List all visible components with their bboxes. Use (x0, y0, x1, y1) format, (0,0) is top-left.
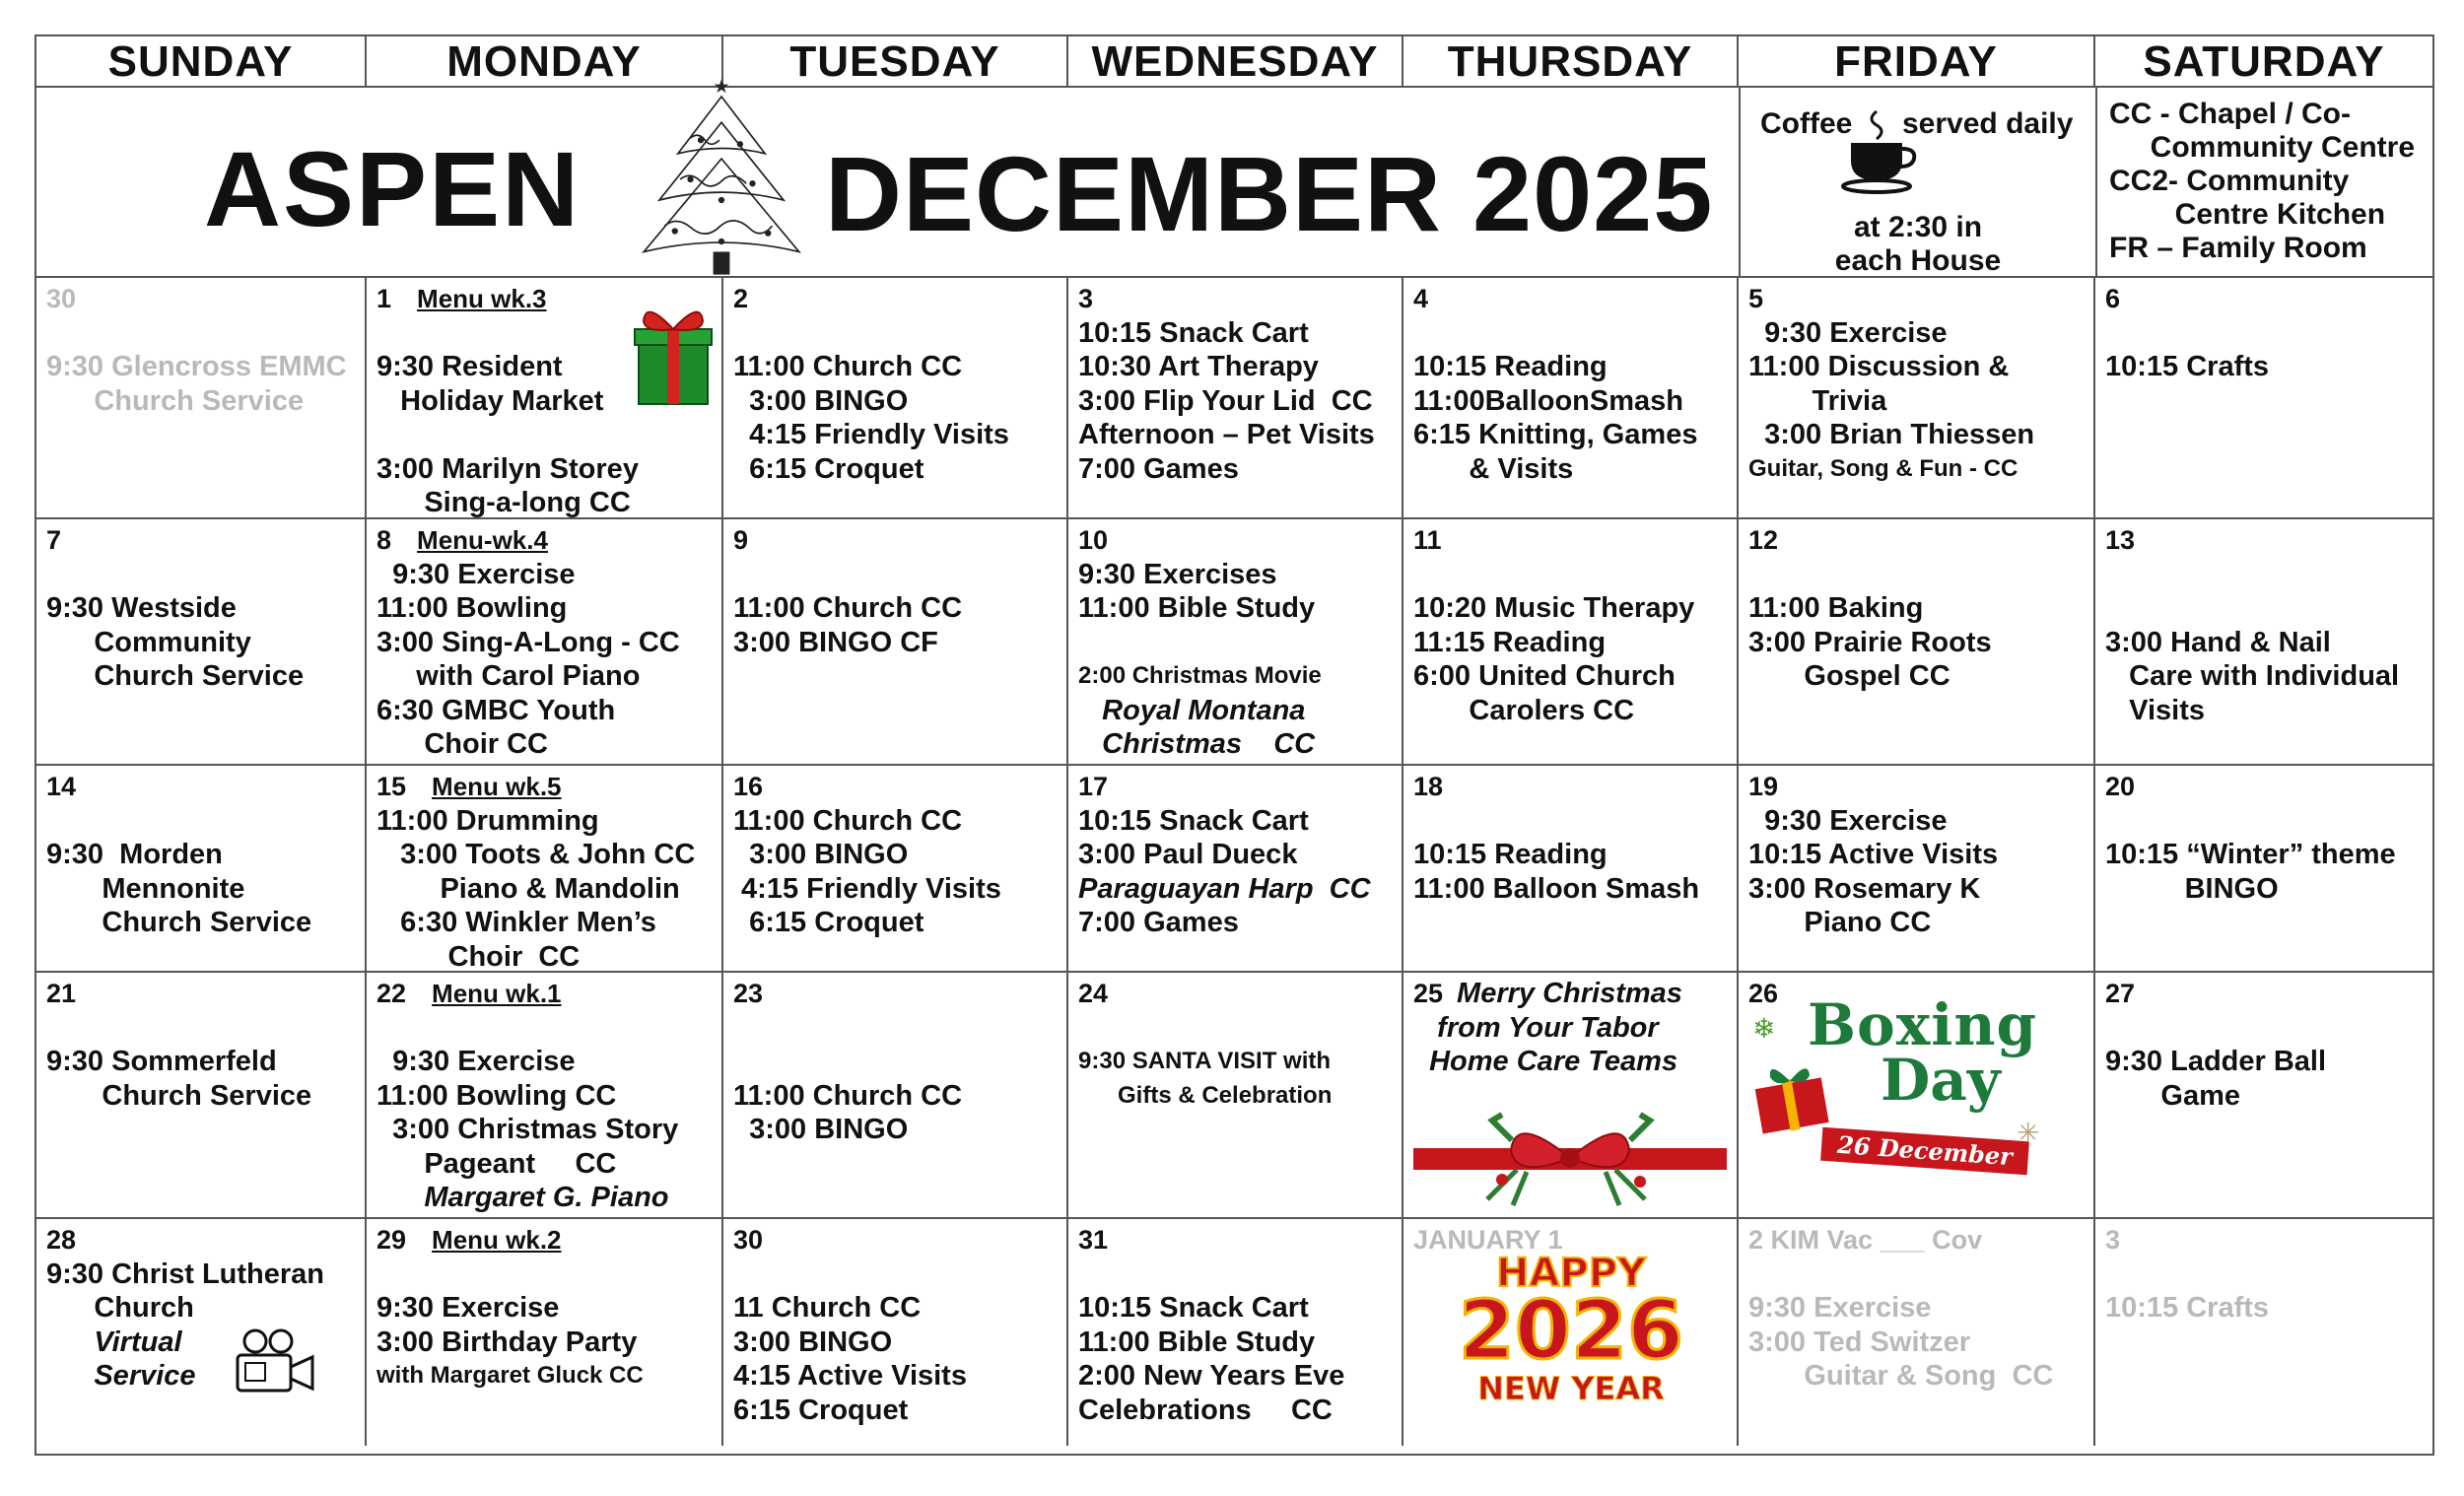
activity-line: 9:30 Glencross EMMC (46, 351, 347, 382)
activity-line: 11:00 Balloon Smash (1413, 872, 1700, 905)
day-number: 16 (733, 772, 764, 801)
activity-line (733, 1045, 1057, 1079)
activity-line: 3:00 Ted Switzer (1748, 1326, 1971, 1358)
activity-line (2105, 558, 2423, 592)
activity-line: 2:00 New Years Eve (1078, 1360, 1345, 1392)
activity-line: Church Service (46, 1079, 312, 1112)
day-number: 24 (1078, 979, 1109, 1008)
activity-line (376, 1011, 712, 1046)
coffee-notice (1739, 88, 2095, 276)
activity-line: 11:00 Baking (1748, 592, 1924, 624)
activity-line (733, 558, 1057, 592)
day-number: 8 (376, 525, 392, 555)
activity-line: 9:30 Exercise (376, 558, 576, 590)
activity-line (733, 316, 1057, 351)
day-cell (1068, 766, 1403, 973)
day-number: 10 (1078, 525, 1109, 555)
day-number: 30 (733, 1225, 764, 1255)
day-number: 6 (2105, 284, 2121, 313)
activity-line: Choir CC (376, 728, 548, 760)
activity-line: 4:15 Friendly Visits (733, 419, 1009, 450)
activity-line: 3:00 Marilyn Storey (376, 452, 639, 485)
day-number: 2 (733, 284, 749, 313)
day-number: 25 (1413, 979, 1444, 1008)
activity-line: 4:15 Active Visits (733, 1360, 967, 1392)
activity-line: Visits (2105, 694, 2206, 726)
legend-line: FR – Family Room (2109, 232, 2367, 264)
day-cell (723, 1219, 1068, 1446)
activity-line: 11:00 Drumming (376, 804, 599, 837)
activity-line: 11 Church CC (733, 1292, 922, 1324)
activity-line: 7:00 Games (1078, 452, 1239, 485)
day-cell (1068, 973, 1403, 1219)
activity-line (733, 1011, 1057, 1046)
activity-line: 9:30 Exercises (1078, 558, 1277, 590)
activity-line: Community (46, 626, 251, 658)
menu-week-label: Menu wk.1 (432, 979, 562, 1008)
day-cell (367, 278, 723, 519)
day-cell (723, 973, 1068, 1219)
calendar-week-row (36, 519, 2432, 766)
activity-line: 6:15 Croquet (733, 452, 924, 485)
day-number: 11 (1413, 525, 1442, 555)
activity-line: from Your Tabor (1413, 1011, 1659, 1044)
activity-line: 10:15 Snack Cart (1078, 804, 1309, 837)
day-number: 1 (376, 284, 392, 313)
activity-line: 10:15 Snack Cart (1078, 316, 1309, 349)
activity-line: 9:30 Exercise (376, 1046, 576, 1077)
day-cell (1403, 766, 1739, 973)
day-cell (1068, 1219, 1403, 1446)
day-cell (1739, 766, 2095, 973)
activity-line: Royal Montana (1078, 694, 1306, 726)
activity-line: 3:00 BINGO (733, 1114, 909, 1145)
activity-line: Guitar, Song & Fun - CC (1748, 454, 2019, 482)
activity-line: 10:15 Reading (1413, 839, 1608, 870)
activity-line: 11:00 Bowling CC (376, 1079, 617, 1112)
coffee-text-4: each House (1834, 244, 2002, 277)
snowflake-icon: ✳ (2017, 1118, 2040, 1148)
activity-line: Christmas CC (1078, 728, 1316, 760)
weekday-header: MONDAY (367, 36, 723, 88)
activity-line: Pageant CC (376, 1147, 617, 1180)
happy-text: HAPPY (1495, 1251, 1647, 1296)
boxing-day-date: 26 December (1820, 1127, 2029, 1176)
activity-line: 3:00 BINGO (733, 1326, 893, 1358)
menu-week-label: Menu wk.5 (432, 772, 562, 801)
activity-line (1748, 1258, 2084, 1292)
activity-line: 11:00 Bowling (376, 592, 568, 624)
location-title: ASPEN (204, 129, 582, 248)
day-number: 28 (46, 1225, 77, 1255)
activity-line: 10:15 “Winter” theme (2105, 839, 2396, 870)
activity-line: 10:15 Crafts (2105, 1292, 2270, 1324)
activity-line: 3:00 Flip Your Lid CC (1078, 384, 1373, 417)
activity-line: 6:00 United Church (1413, 660, 1676, 692)
calendar-week-row (36, 278, 2432, 519)
coffee-cup-icon (1837, 107, 1926, 196)
day-cell (2095, 973, 2432, 1219)
day-number: 13 (2105, 525, 2136, 555)
activity-line (1078, 1011, 1392, 1046)
day-number: 7 (46, 525, 62, 555)
weekday-header: SUNDAY (36, 36, 367, 88)
activity-line: 11:00 Church CC (733, 1079, 963, 1112)
day-cell (1068, 519, 1403, 766)
activity-line: 3:00 Hand & Nail (2105, 626, 2331, 658)
activity-line: Holiday Market (376, 384, 604, 417)
day-cell (367, 519, 723, 766)
legend-line: CC2- Community (2109, 165, 2350, 197)
snowflake-icon: ❄ (1752, 1013, 1776, 1044)
day-number: 9 (733, 525, 749, 555)
activity-line: Paraguayan Harp CC (1078, 872, 1371, 905)
day-number: 27 (2105, 979, 2136, 1008)
activity-line: 11:15 Reading (1413, 626, 1607, 658)
day-cell (1739, 278, 2095, 519)
menu-week-label: Menu-wk.4 (417, 525, 548, 555)
coffee-text-2: served daily (1902, 107, 2074, 140)
activity-line: Trivia (1748, 384, 1887, 417)
activity-line: 11:00 Church CC (733, 351, 963, 382)
activity-line: 9:30 Westside (46, 592, 237, 624)
day-cell (367, 766, 723, 973)
legend-line: Community Centre (2109, 131, 2416, 164)
day-cell (36, 766, 367, 973)
activity-line: 9:30 Exercise (1748, 804, 1948, 837)
activity-line: 3:00 BINGO (733, 839, 909, 870)
gift-box-icon (633, 300, 714, 408)
activity-line: 3:00 Sing-A-Long - CC (376, 626, 680, 658)
activity-line (2105, 1258, 2423, 1292)
new-year-text: NEW YEAR (1477, 1369, 1665, 1407)
activity-line: Carolers CC (1413, 694, 1635, 726)
day-cell (723, 519, 1068, 766)
day-number: 22 (376, 979, 407, 1008)
day-cell (2095, 519, 2432, 766)
boxing-day-word: Boxing (1808, 991, 2038, 1058)
activity-line: 7:00 Games (1078, 907, 1239, 938)
weekday-header: THURSDAY (1403, 36, 1739, 88)
coffee-text-1: Coffee (1760, 107, 1853, 140)
location-legend (2095, 88, 2434, 276)
activity-line: Piano & Mandolin (376, 872, 680, 905)
activity-line (46, 804, 355, 839)
svg-text:★: ★ (713, 76, 730, 98)
activity-line: 10:15 Active Visits (1748, 839, 1999, 870)
activity-line: with Carol Piano (376, 660, 641, 692)
activity-line (376, 1258, 712, 1292)
day-cell (36, 278, 367, 519)
activity-line: 6:15 Croquet (733, 1394, 909, 1426)
activity-line (1413, 804, 1727, 839)
activity-line: 4:15 Friendly Visits (733, 872, 1001, 905)
activity-line (1078, 626, 1392, 660)
day-cell (1068, 278, 1403, 519)
activity-line (1078, 1258, 1392, 1292)
weekday-header-row (36, 36, 2432, 88)
activity-line: 9:30 Exercise (376, 1292, 560, 1324)
activity-line: 3:00 Rosemary K (1748, 872, 1981, 905)
calendar-week-row (36, 973, 2432, 1219)
activity-line (46, 558, 355, 592)
activity-line: Celebrations CC (1078, 1394, 1333, 1426)
day-number: 31 (1078, 1225, 1109, 1255)
day-number: 30 (46, 284, 77, 313)
activity-line (1413, 316, 1727, 351)
day-number: 26 (1748, 979, 1779, 1008)
activity-line: 10:15 Snack Cart (1078, 1292, 1309, 1324)
activity-line: 11:00 Bible Study (1078, 1326, 1316, 1358)
activity-line (2105, 1011, 2423, 1046)
day-number: 20 (2105, 772, 2136, 801)
day-number: 3 (2105, 1225, 2121, 1255)
activity-line: 9:30 SANTA VISIT with (1078, 1048, 1332, 1074)
day-number: 14 (46, 772, 77, 801)
calendar (34, 34, 2434, 1456)
activity-line: Gospel CC (1748, 660, 1951, 692)
activity-line (2105, 591, 2423, 626)
activity-line (733, 1258, 1057, 1292)
activity-line: Game (2105, 1079, 2240, 1112)
activity-line: Gifts & Celebration (1078, 1081, 1333, 1109)
month-title: DECEMBER 2025 (825, 134, 1714, 253)
christmas-tree-icon (618, 76, 825, 283)
day-number: 15 (376, 772, 407, 801)
day-cell (1739, 1219, 2095, 1446)
activity-line: Service (46, 1360, 196, 1392)
day-number: 2 KIM Vac ___ Cov (1748, 1225, 1983, 1255)
activity-line (2105, 316, 2423, 351)
activity-line: 3:00 Toots & John CC (376, 839, 696, 870)
activity-line (46, 1011, 355, 1046)
day-cell (367, 1219, 723, 1446)
activity-line: 11:00 Church CC (733, 804, 963, 837)
activity-line: Care with Individual (2105, 660, 2400, 692)
day-cell (2095, 766, 2432, 973)
day-number: JANUARY 1 (1413, 1225, 1563, 1255)
weekday-header: SATURDAY (2095, 36, 2432, 88)
activity-line: 6:15 Croquet (733, 907, 924, 938)
activity-line: Margaret G. Piano (376, 1182, 669, 1213)
day-number: 5 (1748, 284, 1764, 313)
month-banner (36, 76, 2432, 278)
activity-line (1413, 558, 1727, 592)
weekday-header: TUESDAY (723, 36, 1068, 88)
activity-line: with Margaret Gluck CC (376, 1362, 644, 1389)
day-number: 12 (1748, 525, 1779, 555)
day-cell (1739, 973, 2095, 1219)
legend-line: CC - Chapel / Co- (2109, 98, 2351, 130)
activity-line: Church (46, 1292, 194, 1324)
activity-line: Mennonite (46, 872, 245, 905)
day-cell (723, 766, 1068, 973)
activity-line: 3:00 Paul Dueck (1078, 839, 1298, 870)
day-number: 21 (46, 979, 77, 1008)
activity-line (2105, 804, 2423, 839)
activity-line: 6:15 Knitting, Games (1413, 419, 1698, 450)
activity-line (46, 316, 355, 351)
activity-line: 9:30 Morden (46, 839, 223, 870)
menu-week-label: Menu wk.3 (417, 284, 547, 313)
legend-line: Centre Kitchen (2109, 198, 2386, 231)
activity-line: 9:30 Sommerfeld (46, 1046, 277, 1077)
day-cell (36, 973, 367, 1219)
activity-line: 6:30 Winkler Men’s (376, 907, 656, 938)
activity-line: Piano CC (1748, 907, 1932, 938)
weekday-header: WEDNESDAY (1068, 36, 1403, 88)
happy-new-year-graphic (1423, 1251, 1719, 1444)
activity-line: Guitar & Song CC (1748, 1360, 2054, 1392)
activity-line: BINGO (2105, 872, 2279, 905)
activity-line: 10:20 Music Therapy (1413, 592, 1695, 624)
menu-week-label: Menu wk.2 (432, 1225, 562, 1255)
video-camera-icon (234, 1327, 316, 1396)
activity-line: 11:00BalloonSmash (1413, 384, 1683, 417)
activity-line: Afternoon – Pet Visits (1078, 419, 1375, 450)
holiday-headline: Merry Christmas (1457, 978, 1682, 1009)
day-number: 4 (1413, 284, 1429, 313)
activity-line: 3:00 Brian Thiessen (1748, 419, 2035, 450)
activity-line: Virtual (46, 1326, 182, 1358)
calendar-week-row (36, 766, 2432, 973)
activity-line: 3:00 BINGO CF (733, 626, 938, 658)
calendar-week-row (36, 1219, 2432, 1446)
activity-line: 11:00 Bible Study (1078, 592, 1316, 624)
activity-line: Home Care Teams (1413, 1046, 1678, 1077)
activity-line: 3:00 BINGO (733, 384, 909, 417)
weekday-header: FRIDAY (1739, 36, 2095, 88)
day-cell (1403, 519, 1739, 766)
activity-line: 9:30 Exercise (1748, 316, 1948, 349)
activity-line: Choir CC (376, 940, 581, 973)
day-number: 17 (1078, 772, 1109, 801)
day-cell (1403, 973, 1739, 1219)
day-cell (1403, 1219, 1739, 1446)
year-text: 2026 (1458, 1283, 1684, 1378)
activity-line: Sing-a-long CC (376, 487, 631, 518)
activity-line: 9:30 Christ Lutheran (46, 1258, 324, 1290)
activity-line: 9:30 Resident (376, 351, 563, 382)
activity-line: 11:00 Church CC (733, 592, 963, 624)
activity-line: 3:00 Prairie Roots (1748, 626, 1992, 658)
boxing-day-word: Day (1881, 1047, 2001, 1114)
day-number: 29 (376, 1225, 407, 1255)
activity-line: 11:00 Discussion & (1748, 351, 2010, 382)
gift-box-icon (1752, 1055, 1831, 1134)
coffee-text-3: at 2:30 in (1853, 211, 1983, 243)
day-cell (36, 1219, 367, 1446)
activity-line: 6:30 GMBC Youth (376, 694, 616, 726)
activity-line: 9:30 Exercise (1748, 1292, 1932, 1324)
day-number: 3 (1078, 284, 1094, 313)
activity-line: Church Service (46, 907, 312, 938)
boxing-day-graphic (1752, 991, 2078, 1205)
day-number: 18 (1413, 772, 1444, 801)
activity-line: 3:00 Christmas Story (376, 1114, 679, 1145)
christmas-ribbon-icon (1413, 1111, 1727, 1209)
activity-line: 9:30 Ladder Ball (2105, 1046, 2327, 1077)
day-cell (723, 278, 1068, 519)
day-cell (367, 973, 723, 1219)
activity-line: 2:00 Christmas Movie (1078, 662, 1322, 689)
activity-line: Church Service (46, 384, 305, 417)
day-number: 23 (733, 979, 764, 1008)
activity-line (376, 418, 712, 452)
day-cell (2095, 278, 2432, 519)
activity-line: 10:30 Art Therapy (1078, 351, 1319, 382)
day-cell (1739, 519, 2095, 766)
day-cell (1403, 278, 1739, 519)
activity-line (1748, 558, 2084, 592)
activity-line: Church Service (46, 660, 305, 692)
activity-line: 10:15 Reading (1413, 351, 1608, 382)
activity-line: 3:00 Birthday Party (376, 1326, 638, 1358)
calendar-weeks (36, 278, 2432, 1446)
day-cell (36, 519, 367, 766)
day-number: 19 (1748, 772, 1779, 801)
day-cell (2095, 1219, 2432, 1446)
activity-line: 10:15 Crafts (2105, 351, 2270, 382)
activity-line: & Visits (1413, 452, 1574, 485)
